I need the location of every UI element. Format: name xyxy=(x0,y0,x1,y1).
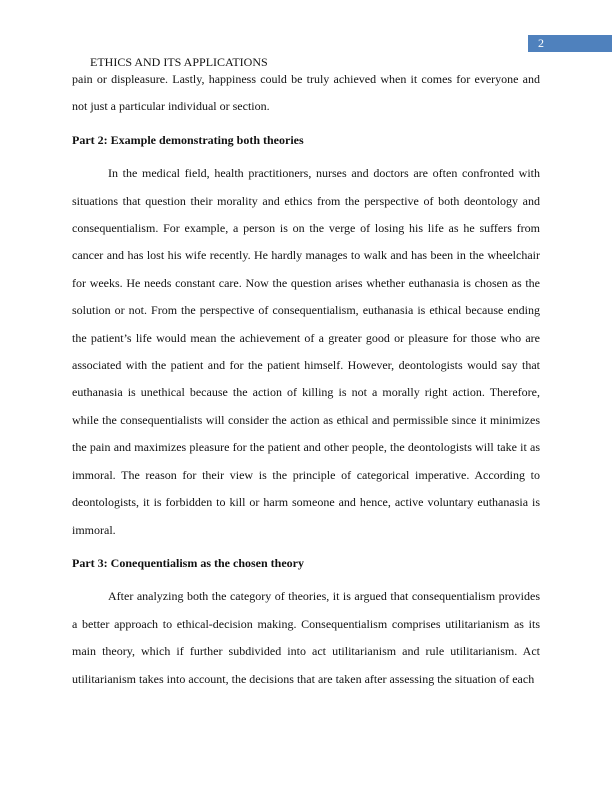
heading-part-2: Part 2: Example demonstrating both theories xyxy=(72,132,304,147)
page-number: 2 xyxy=(538,36,544,50)
paragraph-part-3: After analyzing both the category of theories, it is argued that consequentialism provides a better approach to ethical-decision making. Consequentialism comprises utilitarianism as its main theory, which if further subdivided into act utilitarianism and rule utilitarianism. Act utilitarianism takes into account, the decisions that are taken after assessing the situation of each xyxy=(72,589,540,686)
paragraph-continuation: pain or displeasure. Lastly, happiness could be truly achieved when it comes for everyone and not just a particular individual or section. xyxy=(72,72,540,114)
document-body xyxy=(72,66,540,693)
paragraph-part-2: In the medical field, health practitioners, nurses and doctors are often confronted with situations that question their morality and ethics from the perspective of both deontology and consequentialism. For example, a person is on the verge of losing his life as he suffers from cancer and has lost his wife recently. He hardly manages to walk and has been in the wheelchair for weeks. He needs constant care. Now the question arises whether euthanasia is chosen as the solution or not. From the perspective of consequentialism, euthanasia is ethical because ending the patient’s life would mean the achievement of a greater good or pleasure for those who are associated with the patient and for the patient himself. However, deontologists would say that euthanasia is unethical because the action of killing is not a morally right action. Therefore, while the consequentialists will consider the action as ethical and permissible since it minimizes the pain and maximizes pleasure for the patient and other people, the deontologists will take it as immoral. The reason for their view is the principle of categorical imperative. According to deontologists, it is forbidden to kill or harm someone and hence, active voluntary euthanasia is immoral. xyxy=(72,166,540,537)
heading-part-3: Part 3: Conequentialism as the chosen theory xyxy=(72,555,304,570)
running-head: ETHICS AND ITS APPLICATIONS xyxy=(90,55,268,69)
